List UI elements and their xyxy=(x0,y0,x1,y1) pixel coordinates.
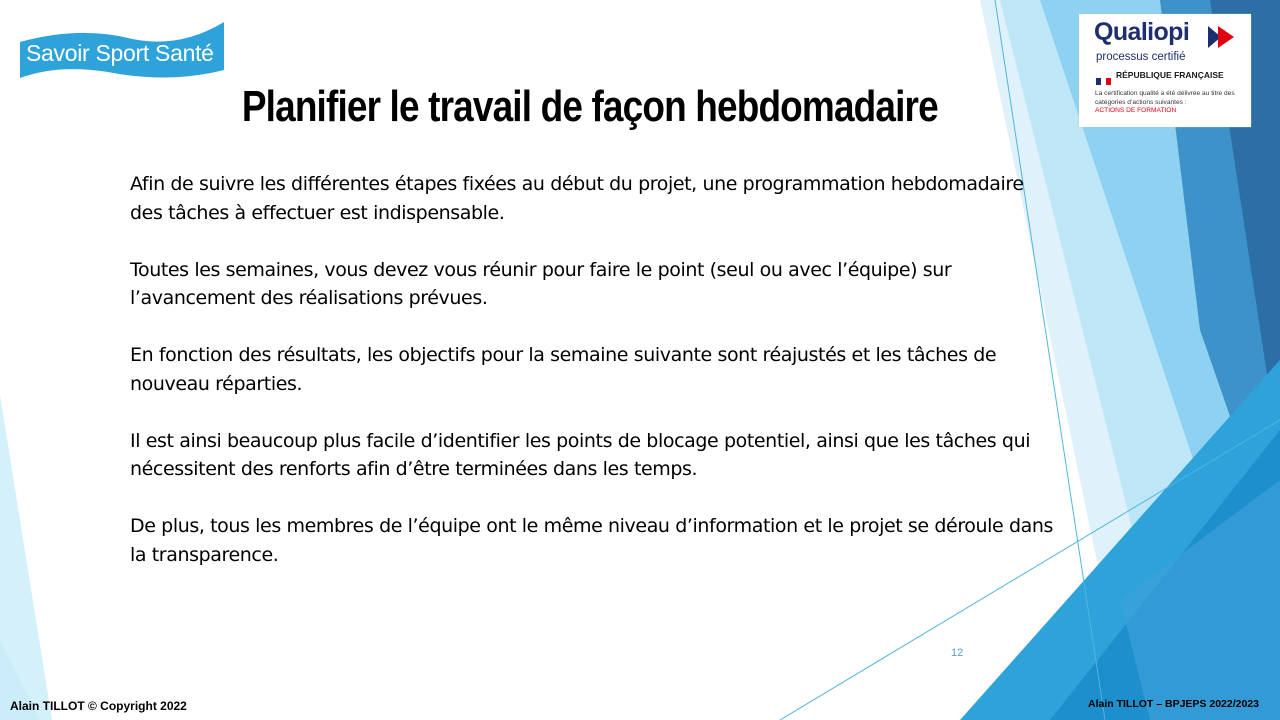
certification-text xyxy=(1095,90,1247,116)
paragraph-4: Il est ainsi beaucoup plus facile d’identifier les points de blocage potentiel, ainsi que les tâches qui nécessitent des renforts afin d’être terminées dans les temps. xyxy=(130,429,1031,480)
page-number: 12 xyxy=(951,647,964,659)
certification-statement: La certification qualité a été délivrée au titre des catégories d’actions suivantes : xyxy=(1095,90,1235,106)
paragraph-1: Afin de suivre les différentes étapes fixées au début du projet, une programmation hebdomadaire des tâches à effectuer est indispensable. xyxy=(130,173,1024,224)
qualiopi-subtitle: processus certifié xyxy=(1096,51,1186,63)
republique-francaise-label: RÉPUBLIQUE FRANÇAISE xyxy=(1116,70,1224,80)
slide-body xyxy=(130,170,1060,598)
certification-actions: ACTIONS DE FORMATION xyxy=(1095,107,1177,114)
paragraph-2: Toutes les semaines, vous devez vous réunir pour faire le point (seul ou avec l’équipe) sur l’avancement des réalisations prévues. xyxy=(130,258,952,309)
logo-text: Savoir Sport Santé xyxy=(26,40,214,66)
savoir-sport-sante-logo xyxy=(18,20,226,80)
paragraph-5: De plus, tous les membres de l’équipe ont le même niveau d’information et le projet se déroule dans la transparence. xyxy=(130,515,1054,566)
footer-course: Alain TILLOT – BPJEPS 2022/2023 xyxy=(1088,698,1259,710)
qualiopi-arrow-icon xyxy=(1208,26,1234,48)
paragraph-3: En fonction des résultats, les objectifs pour la semaine suivante sont réajustés et les tâches de nouveau réparties. xyxy=(130,344,997,395)
qualiopi-certification-badge xyxy=(1079,14,1251,127)
slide-title: Planifier le travail de façon hebdomadaire xyxy=(241,82,938,131)
qualiopi-brand: Qualiopi xyxy=(1094,18,1190,46)
french-flag-icon xyxy=(1096,72,1112,79)
footer-copyright: Alain TILLOT © Copyright 2022 xyxy=(10,699,187,713)
